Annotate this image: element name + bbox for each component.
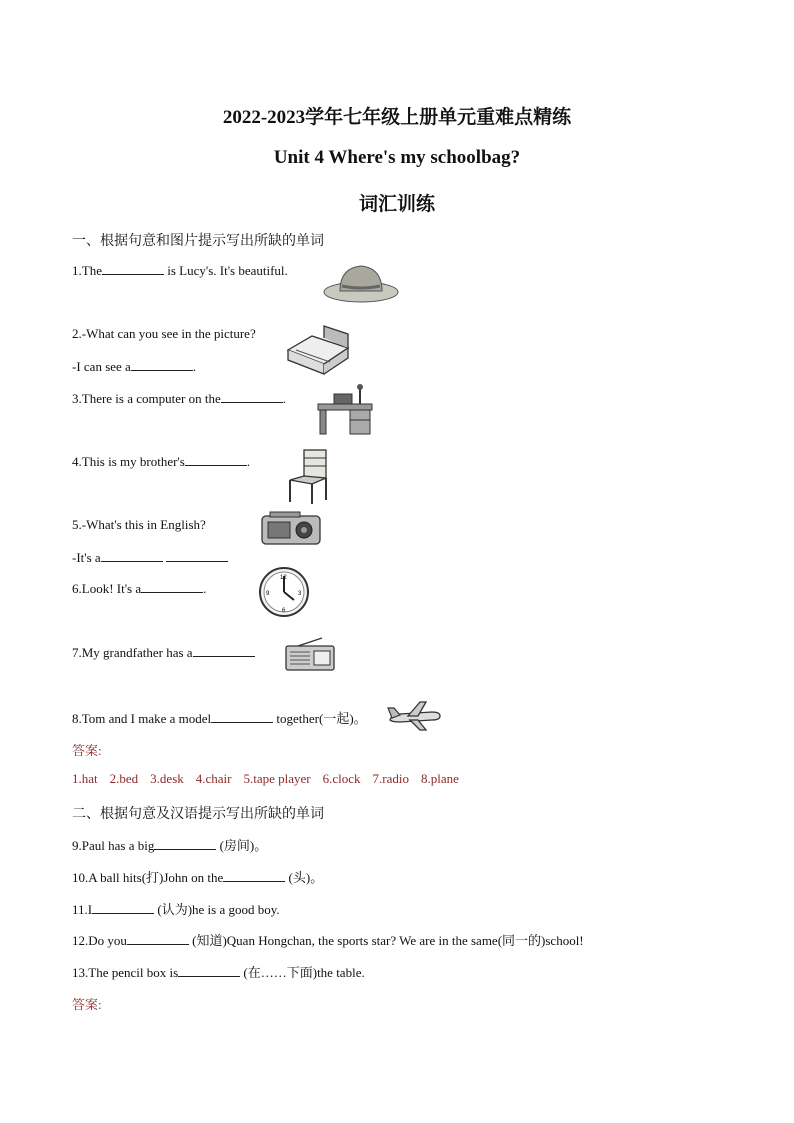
question-10: [72, 867, 323, 886]
q3-text-post: .: [282, 391, 286, 406]
answer-item: 4.chair: [195, 771, 232, 786]
q3-text-pre: 3.There is a computer on the: [72, 391, 221, 406]
question-8: [72, 708, 367, 727]
page-title: 2022-2023学年七年级上册单元重难点精练: [222, 107, 572, 128]
svg-text:6: 6: [282, 608, 286, 614]
q12-text-pre: 12.Do you: [72, 933, 127, 948]
q9-blank[interactable]: [154, 837, 216, 850]
question-3: [72, 390, 286, 407]
q13-blank[interactable]: [178, 964, 240, 977]
answer-item: 7.radio: [372, 771, 410, 786]
q10-blank[interactable]: [223, 869, 285, 882]
desk-icon: [314, 382, 376, 438]
q5-blank-2[interactable]: [166, 549, 228, 562]
q7-text-pre: 7.My grandfather has a: [72, 645, 193, 660]
q11-text-post: (认为)he is a good boy.: [154, 902, 280, 917]
q2-text-post: .: [192, 359, 197, 374]
svg-text:3: 3: [298, 591, 302, 597]
q9-text-pre: 9.Paul has a big: [72, 838, 155, 853]
section-subtitle: 词汇训练: [358, 194, 435, 215]
hat-icon: [322, 258, 400, 304]
question-9: [72, 835, 267, 854]
q10-text-pre: 10.A ball hits(打)John on the: [72, 870, 224, 885]
question-5b: [72, 549, 228, 566]
answer-item: 3.desk: [150, 771, 184, 786]
q6-blank[interactable]: [141, 580, 203, 593]
question-5a: 5.-What's this in English?: [72, 517, 206, 532]
q5-blank-1[interactable]: [101, 549, 163, 562]
answer-label-1: 答案:: [72, 743, 102, 758]
svg-text:12: 12: [280, 575, 287, 581]
question-1: [72, 262, 288, 279]
unit-title: Unit 4 Where's my schoolbag?: [273, 147, 521, 168]
svg-text:9: 9: [266, 591, 270, 597]
question-6: [72, 580, 206, 597]
question-4: [72, 453, 250, 470]
answer-item: 5.tape player: [243, 771, 311, 786]
q9-text-post: (房间)。: [216, 838, 268, 853]
chair-icon: [284, 446, 332, 506]
q4-text-post: .: [246, 454, 251, 469]
q5-text-pre: -It's a: [72, 550, 101, 565]
answer-item: 2.bed: [109, 771, 139, 786]
part1-heading: 一、根据句意和图片提示写出所缺的单词: [72, 234, 324, 249]
q7-blank[interactable]: [193, 644, 255, 657]
q11-text-pre: 11.I: [72, 902, 93, 917]
q13-text-post: (在……下面)the table.: [240, 965, 365, 980]
question-11: [72, 899, 280, 918]
question-2a: 2.-What can you see in the picture?: [72, 326, 256, 341]
q1-text-post: is Lucy's. It's beautiful.: [163, 263, 288, 278]
q12-text-post: (知道)Quan Hongchan, the sports star? We are in the same(同一的)school!: [188, 933, 584, 948]
q1-text-pre: 1.The: [72, 263, 102, 278]
q3-blank[interactable]: [221, 390, 283, 403]
q10-text-post: (头)。: [285, 870, 324, 885]
question-7: [72, 644, 255, 661]
q6-text-pre: 6.Look! It's a: [72, 581, 142, 596]
q1-blank[interactable]: [102, 262, 164, 275]
q13-text-pre: 13.The pencil box is: [72, 965, 179, 980]
q8-text-pre: 8.Tom and I make a model: [72, 711, 212, 726]
answer-list-1: [72, 771, 471, 787]
q11-blank[interactable]: [92, 901, 154, 914]
q2-text-pre: -I can see a: [72, 359, 131, 374]
answer-item: 1.hat: [72, 771, 98, 786]
plane-icon: [386, 698, 442, 734]
bed-icon: [284, 320, 352, 376]
q6-text-post: .: [203, 581, 207, 596]
question-12: [72, 930, 584, 949]
q4-blank[interactable]: [185, 453, 247, 466]
clock-icon: [258, 566, 310, 618]
answer-item: 6.clock: [322, 771, 361, 786]
question-2b: [72, 358, 196, 375]
answer-item: 8.plane: [421, 771, 459, 786]
q8-text-post: together(一起)。: [273, 711, 367, 726]
tape-player-icon: [260, 510, 322, 546]
radio-icon: [284, 636, 336, 672]
q4-text-pre: 4.This is my brother's: [72, 454, 185, 469]
question-13: [72, 962, 365, 981]
q8-blank[interactable]: [211, 710, 273, 723]
part2-heading: 二、根据句意及汉语提示写出所缺的单词: [72, 807, 324, 822]
q2-blank[interactable]: [131, 358, 193, 371]
answer-label-2: 答案:: [72, 997, 102, 1012]
q12-blank[interactable]: [127, 932, 189, 945]
